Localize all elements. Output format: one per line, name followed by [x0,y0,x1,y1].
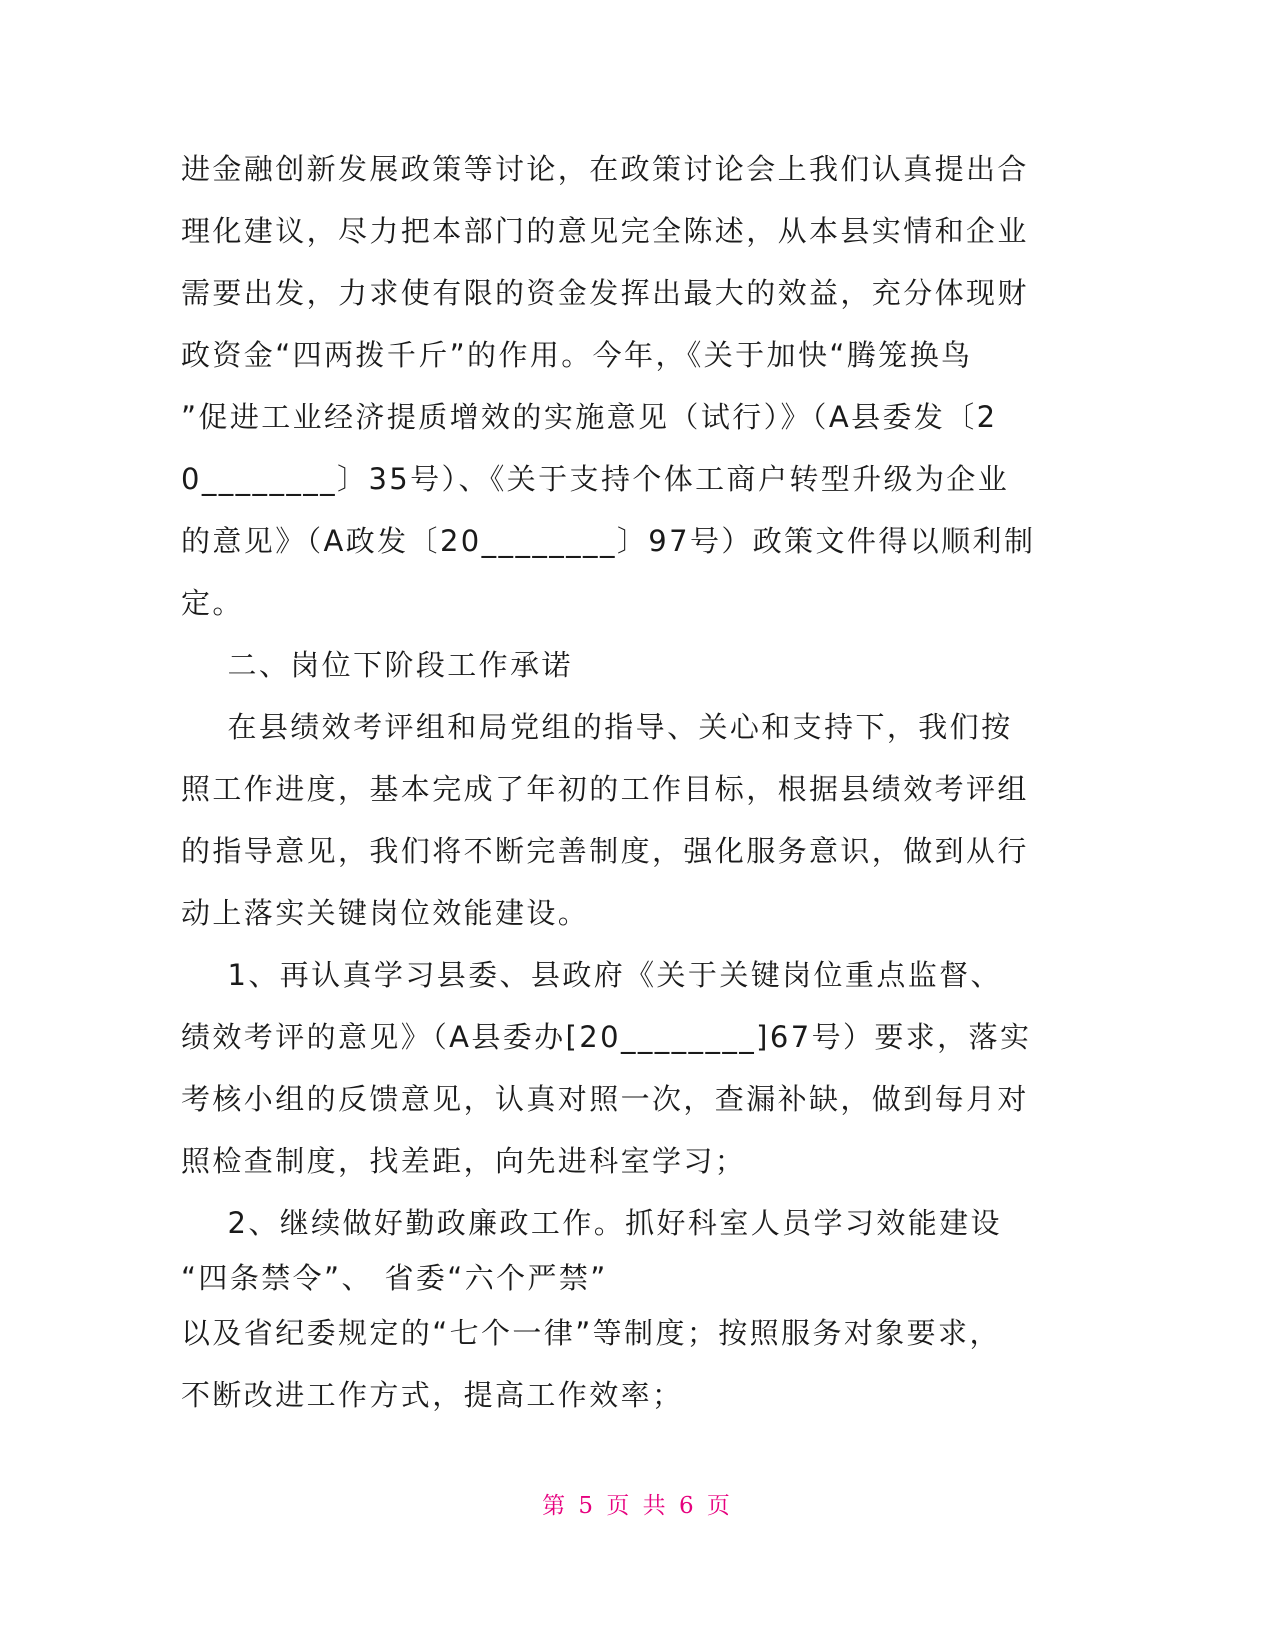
text-line: 照工作进度，基本完成了年初的工作目标，根据县绩效考评组 [181,772,1029,806]
text-line: 需要出发，力求使有限的资金发挥出最大的效益，充分体现财 [181,276,1029,310]
section-heading: 二、岗位下阶段工作承诺 [181,648,573,682]
text-line: 绩效考评的意见》（A县委办[20________]67号）要求，落实 [181,1020,1032,1054]
text-line: 的指导意见，我们将不断完善制度，强化服务意识，做到从行 [181,834,1029,868]
text-line: 1、再认真学习县委、县政府《关于关键岗位重点监督、 [181,958,1002,992]
document-body [181,138,1051,1426]
text-line: 照检查制度，找差距，向先进科室学习； [181,1144,747,1178]
text-line: 动上落实关键岗位效能建设。 [181,896,590,930]
text-line: 以及省纪委规定的“七个一律”等制度；按照服务对象要求， [181,1316,1001,1350]
text-line: 政资金“四两拨千斤”的作用。今年，《关于加快“腾笼换鸟 [181,338,973,372]
text-line: 的意见》（A政发〔20________〕97号）政策文件得以顺利制 [181,524,1036,558]
text-line: 在县绩效考评组和局党组的指导、关心和支持下，我们按 [181,710,1013,744]
page-number-footer: 第 5 页 共 6 页 [542,1493,733,1519]
text-line: “四条禁令”、 省委“六个严禁” [181,1261,608,1295]
text-line: 0________〕35号）、《关于支持个体工商户转型升级为企业 [181,462,1010,496]
text-line: 不断改进工作方式，提高工作效率； [181,1378,684,1412]
text-line: 进金融创新发展政策等讨论，在政策讨论会上我们认真提出合 [181,152,1029,186]
text-line: ”促进工业经济提质增效的实施意见（试行）》（A县委发〔2 [181,400,998,434]
text-line: 理化建议，尽力把本部门的意见完全陈述，从本县实情和企业 [181,214,1029,248]
text-line: 考核小组的反馈意见，认真对照一次，查漏补缺，做到每月对 [181,1082,1029,1116]
text-line: 定。 [181,586,244,620]
text-line: 2、继续做好勤政廉政工作。抓好科室人员学习效能建设 [181,1206,1002,1240]
